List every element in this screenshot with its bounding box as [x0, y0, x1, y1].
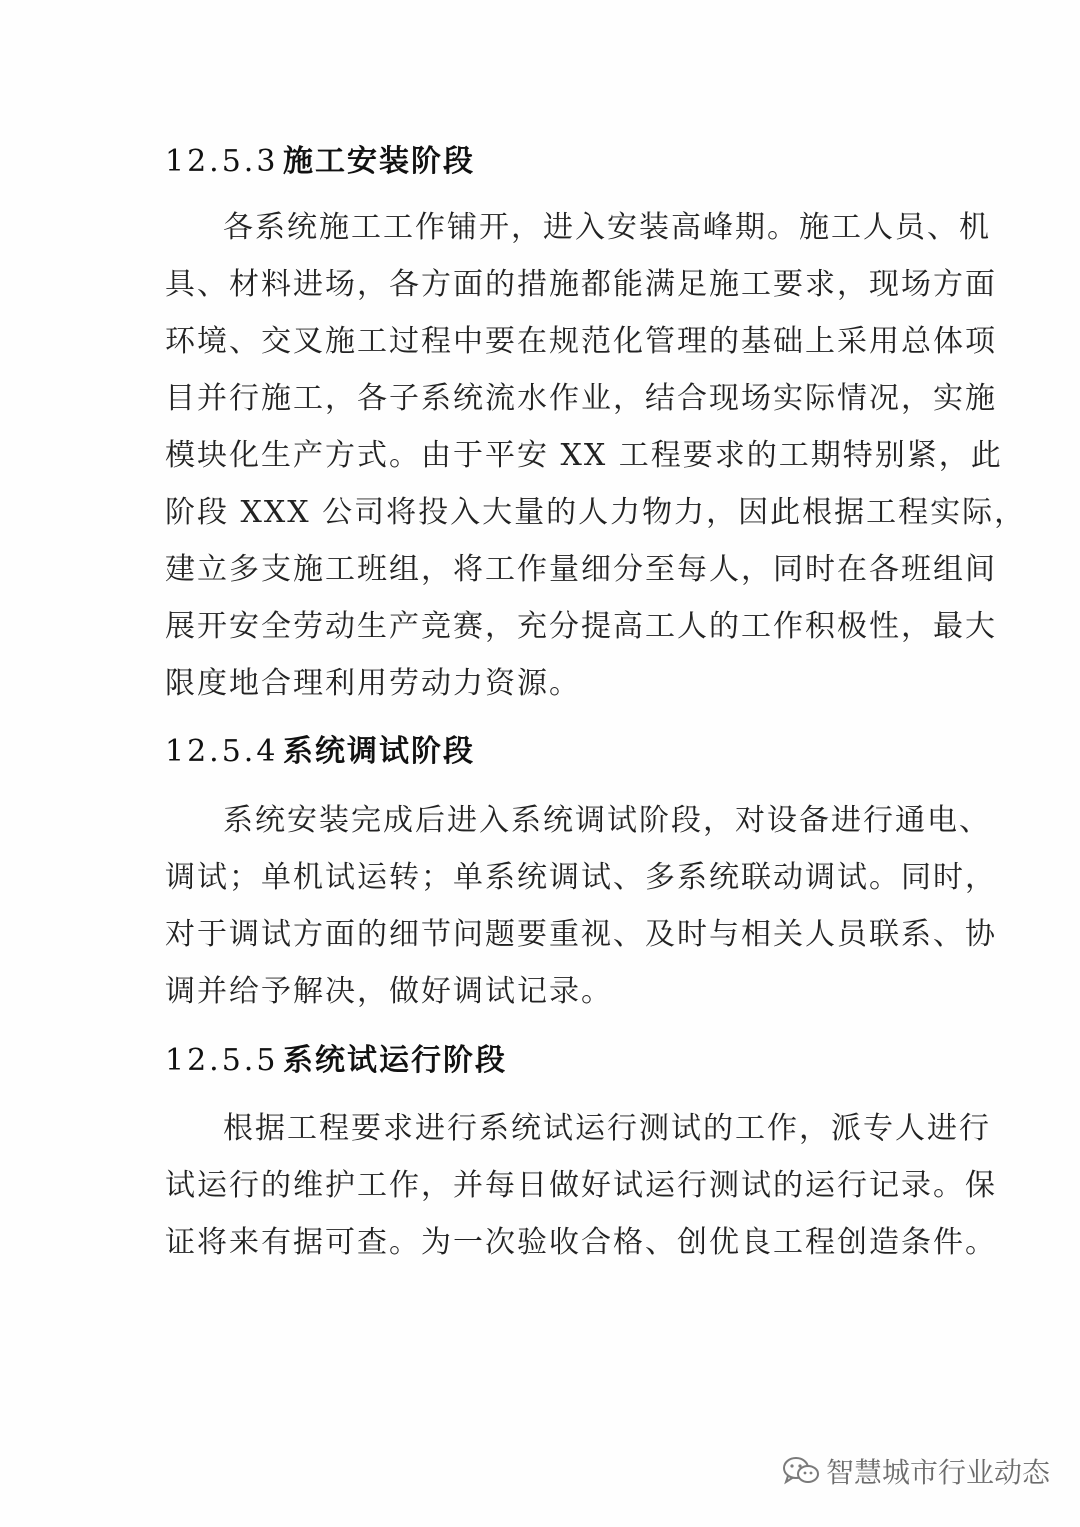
paragraph-line: 调并给予解决，做好调试记录。 [165, 974, 613, 1009]
section-heading [165, 142, 475, 182]
paragraph-line: 模块化生产方式。由于平安 XX 工程要求的工期特别紧，此 [165, 438, 1003, 473]
section-number: 12.5.4 [165, 734, 279, 769]
paragraph-line: 目并行施工，各子系统流水作业，结合现场实际情况，实施 [165, 381, 997, 416]
section-number: 12.5.3 [165, 144, 279, 179]
section-heading [165, 1041, 507, 1081]
section-number: 12.5.5 [165, 1043, 279, 1078]
section-paragraph [165, 1100, 997, 1271]
section-heading [165, 732, 475, 772]
section-title: 系统试运行阶段 [283, 1043, 507, 1078]
paragraph-line: 展开安全劳动生产竞赛，充分提高工人的工作积极性，最大 [165, 609, 997, 644]
paragraph-line: 对于调试方面的细节问题要重视、及时与相关人员联系、协 [165, 917, 997, 952]
paragraph-line: 建立多支施工班组，将工作量细分至每人，同时在各班组间 [165, 552, 997, 587]
paragraph-line: 调试；单机试运转；单系统调试、多系统联动调试。同时， [165, 860, 997, 895]
wechat-icon [782, 1456, 820, 1486]
section-paragraph [165, 199, 1027, 712]
paragraph-line: 各系统施工工作铺开，进入安装高峰期。施工人员、机 [223, 210, 991, 245]
paragraph-line: 试运行的维护工作，并每日做好试运行测试的运行记录。保 [165, 1168, 997, 1203]
section-paragraph [165, 792, 997, 1020]
section-title: 施工安装阶段 [283, 144, 475, 179]
paragraph-line: 具、材料进场，各方面的措施都能满足施工要求，现场方面 [165, 267, 997, 302]
paragraph-line: 环境、交叉施工过程中要在规范化管理的基础上采用总体项 [165, 324, 997, 359]
paragraph-line: 阶段 XXX 公司将投入大量的人力物力，因此根据工程实际， [165, 495, 1027, 530]
source-watermark [782, 1451, 1050, 1491]
paragraph-line: 限度地合理利用劳动力资源。 [165, 666, 581, 701]
paragraph-line: 根据工程要求进行系统试运行测试的工作，派专人进行 [223, 1111, 991, 1146]
watermark-text: 智慧城市行业动态 [825, 1456, 1050, 1489]
paragraph-line: 证将来有据可查。为一次验收合格、创优良工程创造条件。 [165, 1225, 997, 1260]
section-title: 系统调试阶段 [283, 734, 475, 769]
paragraph-line: 系统安装完成后进入系统调试阶段，对设备进行通电、 [223, 803, 991, 838]
